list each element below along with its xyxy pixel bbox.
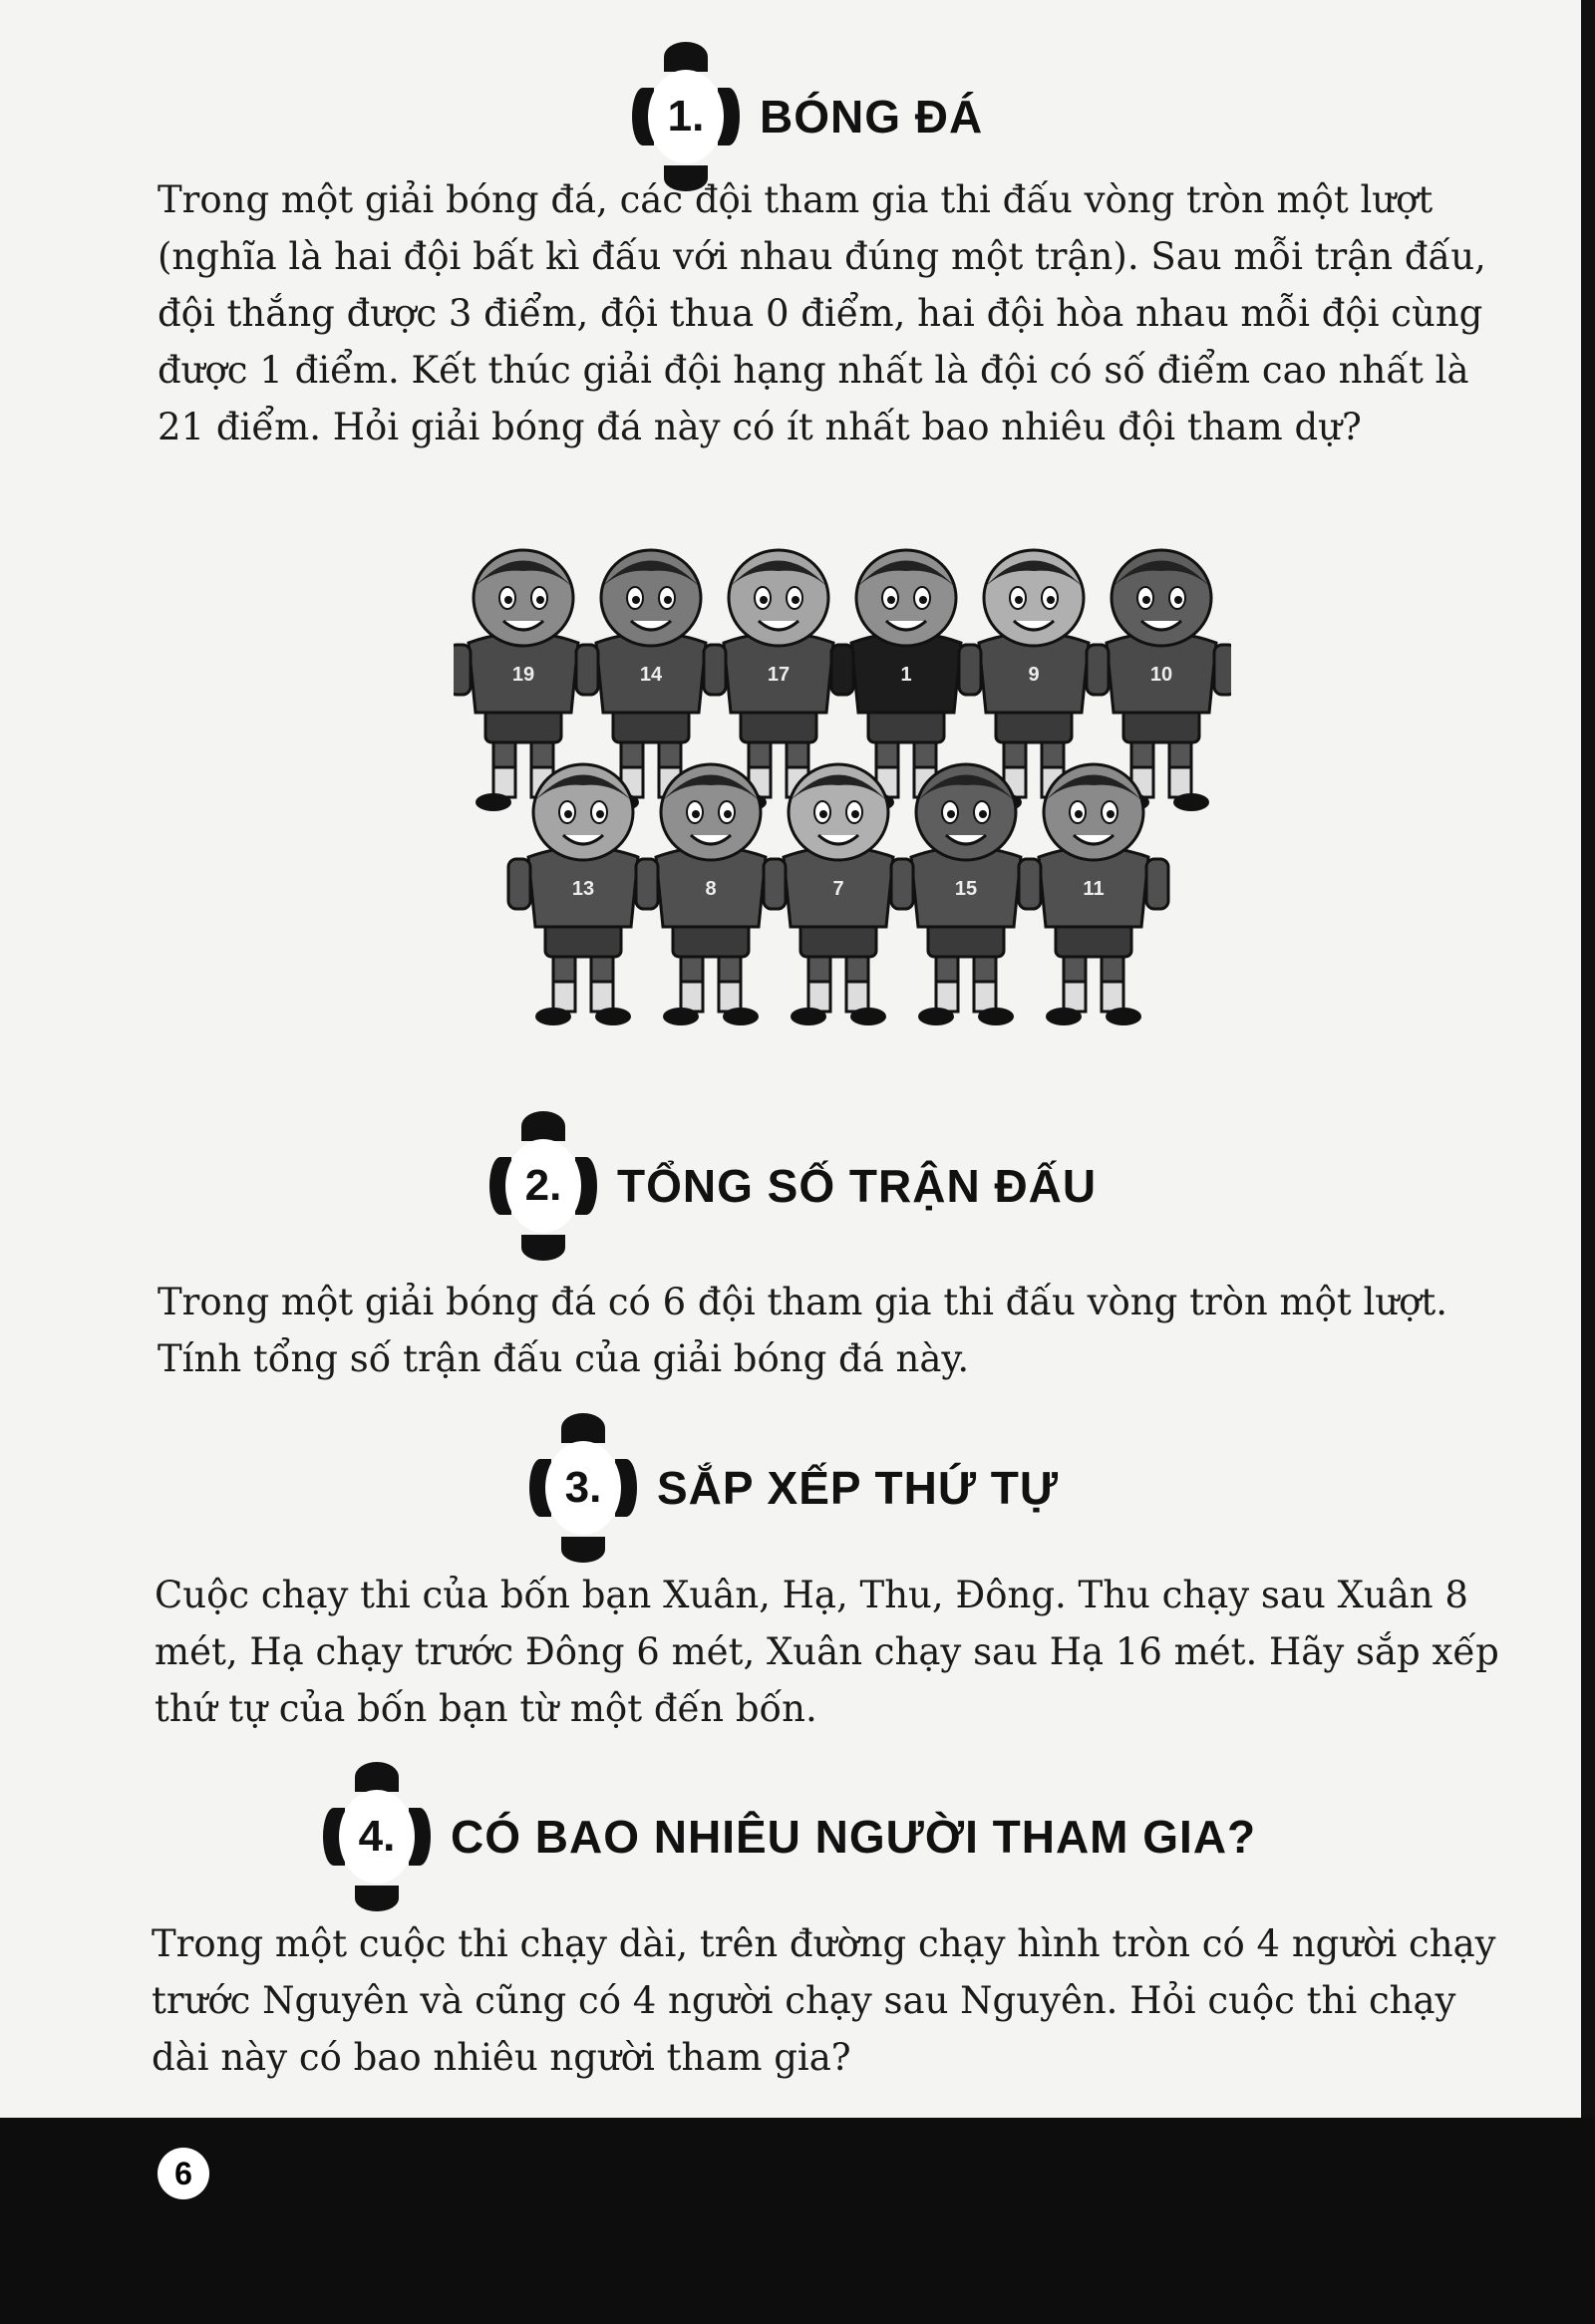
section-1-text: Trong một giải bóng đá, các đội tham gia thi đấu vòng tròn một lượt (nghĩa là hai đội bất kì đấu với nhau đúng một trận). Sau mỗi trận đấu, đội thắng được 3 điểm, đội thua 0 điểm, hai đội hòa nhau mỗi đội cùng được 1 điểm. Kết thúc giải đội hạng nhất là đội có số điểm cao nhất là 21 điểm. Hỏi giải bóng đá này có ít nhất bao nhiêu đội tham dự? bbox=[158, 178, 1486, 448]
section-4-heading bbox=[317, 1762, 1256, 1911]
flower-badge-icon bbox=[626, 42, 746, 191]
jersey-number: 14 bbox=[639, 664, 663, 686]
flower-badge-icon bbox=[317, 1762, 437, 1911]
section-number: 1. bbox=[648, 70, 724, 163]
section-title: BÓNG ĐÁ bbox=[760, 91, 984, 143]
page-edge-shadow bbox=[1581, 0, 1595, 2324]
footer-bar bbox=[0, 2118, 1595, 2324]
flower-badge-icon bbox=[523, 1413, 643, 1563]
jersey-number: 17 bbox=[767, 664, 791, 686]
section-3-heading bbox=[523, 1413, 1059, 1563]
football-team-illustration bbox=[454, 543, 1231, 1061]
section-title: CÓ BAO NHIÊU NGƯỜI THAM GIA? bbox=[451, 1811, 1257, 1863]
jersey-number: 19 bbox=[511, 664, 535, 686]
jersey-number: 13 bbox=[571, 878, 595, 900]
section-title: SẮP XẾP THỨ TỰ bbox=[657, 1462, 1060, 1514]
jersey-number: 8 bbox=[705, 878, 717, 900]
page-number: 6 bbox=[158, 2148, 209, 2199]
jersey-number: 1 bbox=[900, 664, 912, 686]
section-2-text: Trong một giải bóng đá có 6 đội tham gia thi đấu vòng tròn một lượt. Tính tổng số trận đấu của giải bóng đá này. bbox=[158, 1281, 1448, 1380]
flower-badge-icon bbox=[483, 1111, 603, 1261]
jersey-number: 10 bbox=[1149, 664, 1173, 686]
section-3-text: Cuộc chạy thi của bốn bạn Xuân, Hạ, Thu, Đông. Thu chạy sau Xuân 8 mét, Hạ chạy trước Đông 6 mét, Xuân chạy sau Hạ 16 mét. Hãy sắp xếp thứ tự của bốn bạn từ một đến bốn. bbox=[155, 1574, 1499, 1730]
section-1-heading bbox=[626, 42, 983, 191]
section-4-text: Trong một cuộc thi chạy dài, trên đường chạy hình tròn có 4 người chạy trước Nguyên và cũng có 4 người chạy sau Nguyên. Hỏi cuộc thi chạy dài này có bao nhiêu người tham gia? bbox=[152, 1922, 1496, 2079]
section-number: 4. bbox=[339, 1790, 415, 1884]
jersey-number: 7 bbox=[832, 878, 844, 900]
section-title: TỔNG SỐ TRẬN ĐẤU bbox=[617, 1160, 1098, 1212]
jersey-number: 15 bbox=[954, 878, 978, 900]
section-number: 3. bbox=[545, 1441, 621, 1535]
jersey-number: 11 bbox=[1083, 878, 1105, 900]
section-2-heading bbox=[483, 1111, 1097, 1261]
section-number: 2. bbox=[505, 1139, 581, 1233]
jersey-number: 9 bbox=[1028, 664, 1040, 686]
